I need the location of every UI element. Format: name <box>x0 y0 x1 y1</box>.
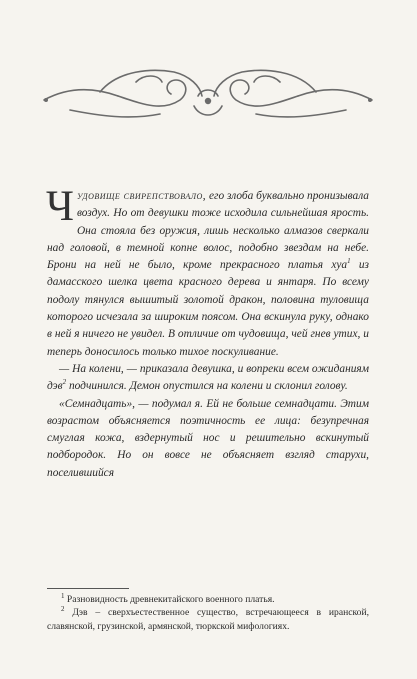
footnote-divider <box>47 588 129 589</box>
footnote-2-text: Дэв – сверхъестественное существо, встречающееся в иранской, славянской, грузинской, армянской, тюркской мифологиях. <box>47 607 369 632</box>
paragraph-2 <box>47 361 369 396</box>
main-text <box>46 183 369 482</box>
paragraph-1-text: его злоба буквально пронизывала воздух. Но от девушки тоже исходила сильнейшая ярость. Она стояла без оружия, лишь несколько алмазов сверкали над головой, в темной копне волос, подобно звездам на небе. Брони на ней не было, кроме прекрасного платья хуа <box>47 190 369 272</box>
footnote-1 <box>47 593 369 606</box>
paragraph-1-text-cont: из дамасского шелка цвета красного дерева и янтаря. По всему подолу тянулся вышитый золотой дракон, половина туловища которого исчезала за широким поясом. Она вскинула руку, однако в ней я ничего не увидел. В отличие от чудовища, чей гнев утих, и теперь доносилось только тихое поскуливание. <box>47 259 369 358</box>
paragraph-2-text-cont: подчинился. Демон опустился на колени и склонил голову. <box>66 380 348 393</box>
footnotes <box>47 593 369 633</box>
footnote-1-text: Разновидность древнекитайского военного платья. <box>64 594 275 605</box>
footnote-ref-1[interactable]: 1 <box>347 257 351 266</box>
flourish-ornament-icon <box>40 66 376 130</box>
footnote-2-number: 2 <box>61 605 65 614</box>
paragraph-3-text: «Семнадцать», — подумал я. Ей не больше семнадцати. Этим возрастом объясняется поэтичность ее лица: безупречная смуглая кожа, вздернутый нос и решительно вскинутый подбородок. Но он вовсе не объясняет взгляд старухи, поселившийся <box>47 397 369 479</box>
paragraph-2-text: — На колени, — приказала девушка, и вопреки всем ожиданиям дэв <box>47 362 369 393</box>
footnote-2 <box>47 606 369 633</box>
paragraph-3 <box>47 396 369 482</box>
opening-smallcaps: удовище свирепствовало, <box>76 190 207 202</box>
paragraph-1 <box>46 183 369 361</box>
footnote-ref-2[interactable]: 2 <box>62 378 67 387</box>
footnote-1-number: 1 <box>61 591 65 600</box>
drop-cap: Ч <box>46 183 74 230</box>
